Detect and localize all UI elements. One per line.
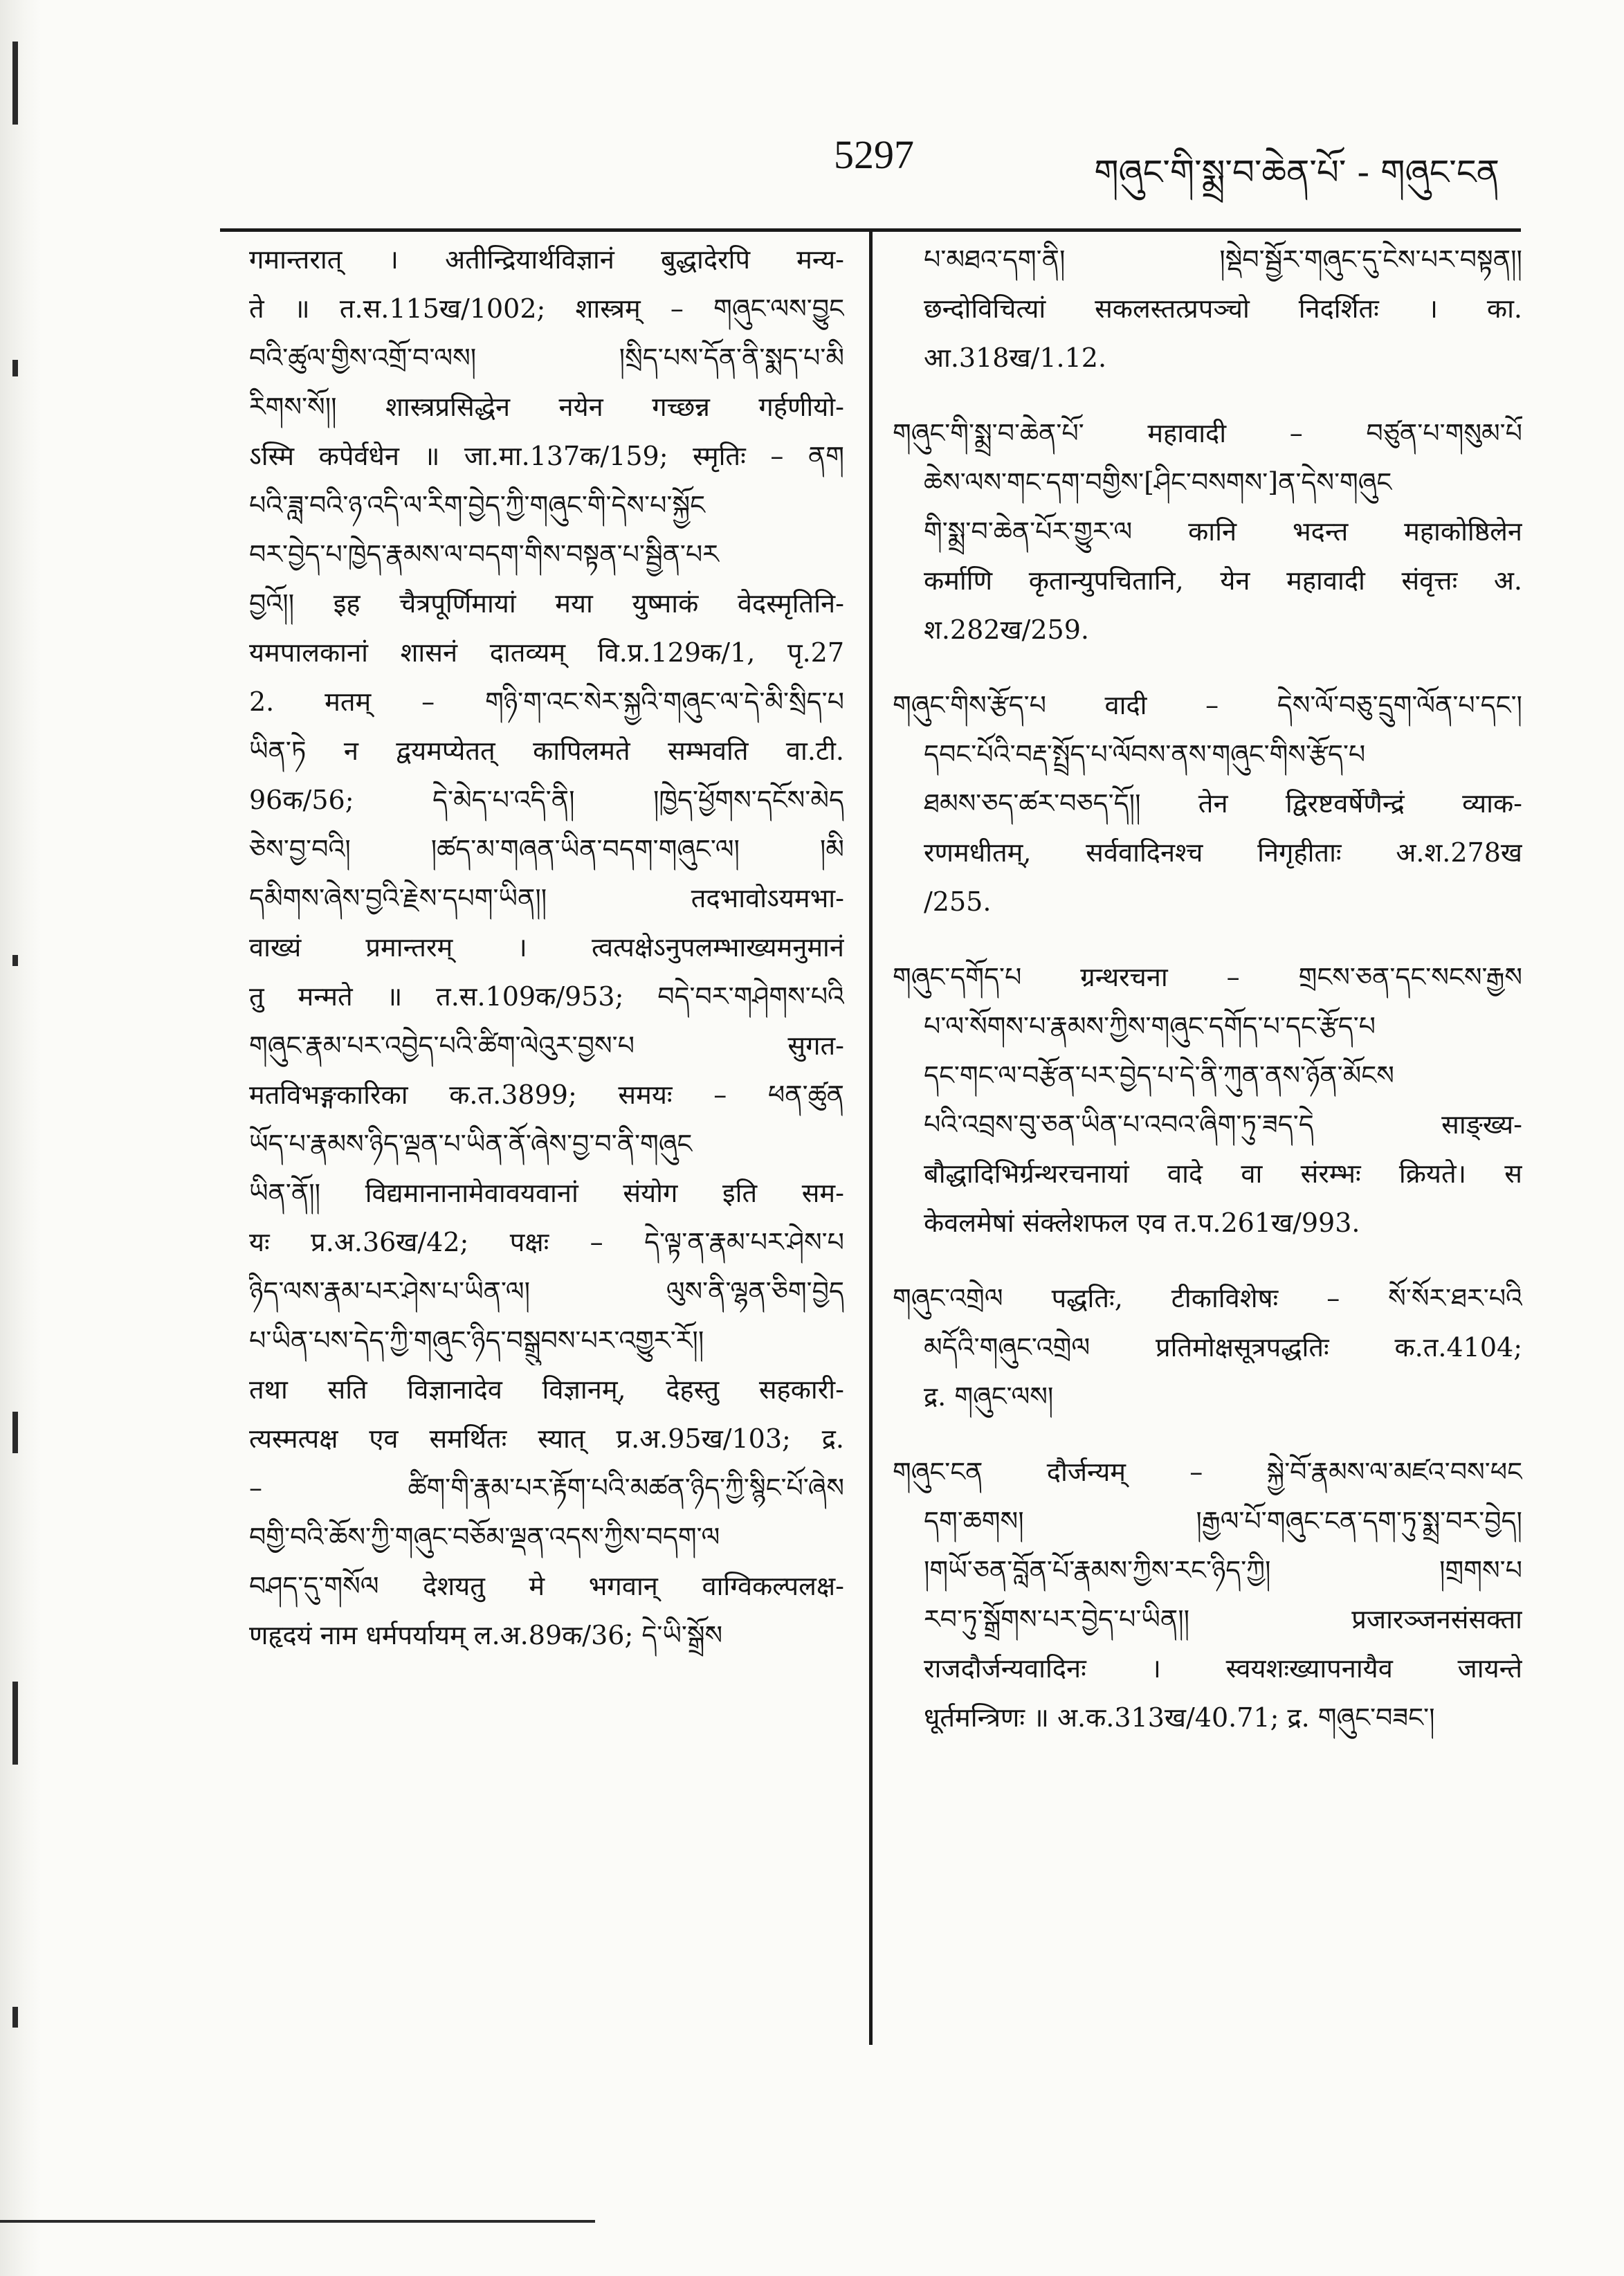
entry-spacer — [893, 927, 1522, 953]
entry-line: །གཡོ་ཅན་བློན་པོ་རྣམས་ཀྱིས་རང་ཉིད་ཀྱི། །གྲགས་པ — [924, 1555, 1522, 1585]
entry-line: धूर्तमन्त्रिणः ॥ अ.क.313ख/40.71; द्र. གཞུང་བཟང་། — [924, 1702, 1435, 1733]
text-line: 2. मतम् – གཉི་ག་འང་སེར་སྐྱའི་གཞུང་ལ་དེ་མི་སྲིད་པ — [249, 686, 844, 717]
text-line: ते ॥ त.स.115ख/1002; शास्त्रम् – གཞུང་ལས་བྱུང — [249, 293, 844, 324]
text-line: छन्दोविचित्यां सकलस्तत्प्रपञ्चो निदर्शितः । का. — [924, 293, 1522, 324]
entry-line: श.282ख/259. — [924, 614, 1089, 645]
text-line: ཉིད་ལས་རྣམ་པར་ཤེས་པ་ཡིན་ལ། ལུས་ནི་ལྷན་ཅིག་བྱེད — [249, 1276, 844, 1307]
entry-line: द्र. གཞུང་ལས། — [924, 1381, 1054, 1412]
text-line: 96क/56; དེ་མེད་པ་འདི་ནི། །ཁྱེད་ཕྱོགས་དངོས་མེད — [249, 785, 844, 815]
text-line: ཅེས་བྱ་བའི། །ཚད་མ་གཞན་ཡིན་བདག་གཞུང་ལ། །མི — [249, 834, 844, 864]
text-line: པ་ཡིན་པས་དེད་ཀྱི་གཞུང་ཉིད་བསྒྲུབས་པར་འགྱུར་རོ།། — [249, 1325, 704, 1356]
text-line: त्यस्मत्पक्ष एव समर्थितः स्यात् प्र.अ.95ख/103; द्र. — [249, 1423, 844, 1454]
text-line: मतविभङ्गकारिका क.त.3899; समयः – ཕན་ཚུན — [249, 1080, 844, 1110]
binding-mark — [12, 42, 18, 125]
text-line: ऽस्मि कपेर्वधेन ॥ जा.मा.137क/159; स्मृतिः – ནག — [249, 441, 844, 471]
entry-line: དང་གང་ལ་བརྩོན་པར་བྱེད་པ་དེ་ནི་ཀུན་ནས་ཉོན་མོངས — [924, 1060, 1394, 1091]
entry-line: དབང་པོའི་བརྡ་སྤྲོད་པ་ལོབས་ནས་གཞུང་གིས་རྩོད་པ — [924, 739, 1366, 770]
entry-headword-line: གཞུང་དགོད་པ ग्रन्थरचना – གྲངས་ཅན་དང་སངས་རྒྱས — [893, 962, 1522, 992]
text-line: णहृदयं नाम धर्मपर्यायम् ल.अ.89क/36; དེ་ཡི་སྒྲོས — [249, 1620, 723, 1650]
text-line: गमान्तरात् । अतीन्द्रियार्थविज्ञानं बुद्धादेरपि मन्य- — [249, 244, 844, 275]
left-column — [249, 235, 844, 1660]
bottom-rule — [0, 2220, 595, 2223]
entry-line: ཆེས་ལས་གང་དག་བགྱིས་[ཤིང་བསགས་]ན་དེས་གཞུང — [924, 467, 1392, 498]
dictionary-entry — [893, 681, 1522, 927]
text-line: तु मन्मते ॥ त.स.109क/953; བདེ་བར་གཤེགས་པའི — [249, 981, 844, 1012]
text-line: བར་བྱེད་པ་ཁྱེད་རྣམས་ལ་བདག་གིས་བསྟན་པ་སྦྱིན་པར — [249, 539, 719, 570]
text-line: यमपालकानां शासनं दातव्यम् वि.प्र.129क/1, पृ.27 — [249, 637, 844, 668]
entry-line: कर्माणि कृतान्युपचितानि, येन महावादी संवृत्तः अ. — [924, 565, 1522, 596]
text-line: བགྱི་བའི་ཆོས་ཀྱི་གཞུང་བཅོམ་ལྡན་འདས་ཀྱིས་བདག་ལ — [249, 1522, 720, 1552]
entry-line: रणमधीतम्, सर्ववादिनश्च निगृहीताः अ.श.278ख — [924, 837, 1522, 868]
binding-mark — [12, 2007, 18, 2028]
entry-headword-line: གཞུང་འགྲེལ पद्धतिः, टीकाविशेषः – སོ་སོར་ཐར་པའི — [893, 1283, 1522, 1313]
binding-mark — [12, 955, 18, 966]
entry-headword-line: གཞུང་གིས་རྩོད་པ वादी – དེས་ལོ་བཅུ་དྲུག་ལོན་པ་དང་། — [893, 690, 1522, 720]
entry-headword-line: གཞུང་ངན दौर्जन्यम् – སྐྱེ་བོ་རྣམས་ལ་མཛའ་བས་ཕང — [893, 1457, 1522, 1487]
running-head-word: གཞུང་གི་སྨྲ་བ་ཆེན་པོ་ - གཞུང་ངན — [1094, 152, 1499, 192]
text-line: པའི་ཟླ་བའི་ཉ་འདི་ལ་རིག་བྱེད་ཀྱི་གཞུང་གི་དེས་པ་སྐྱོང — [249, 490, 706, 520]
entry-line: མདོའི་གཞུང་འགྲེལ प्रतिमोक्षसूत्रपद्धतिः क.त.4104; — [924, 1332, 1522, 1363]
text-line: यः प्र.अ.36ख/42; पक्षः – དེ་ལྟ་ན་རྣམ་པར་ཤེས་པ — [249, 1227, 844, 1257]
text-line: བཤད་དུ་གསོལ देशयतु मे भगवान् वाग्विकल्पलक्ष- — [249, 1571, 844, 1601]
entry-line: राजदौर्जन्यवादिनः । स्वयशःख्यापनायैव जायन्ते — [924, 1653, 1522, 1684]
text-line: ཡིན་ནོ།། विद्यमानानामेवावयवानां संयोग इति सम- — [249, 1178, 844, 1208]
dictionary-entry — [893, 953, 1522, 1248]
text-line: तथा सति विज्ञानादेव विज्ञानम्, देहस्तु सहकारी- — [249, 1374, 844, 1405]
binding-mark — [12, 360, 18, 376]
entry-line: རབ་ཏུ་སྒྲོགས་པར་བྱེད་པ་ཡིན།། प्रजारञ्जनसंसक्ता — [924, 1604, 1522, 1635]
text-line: ཡོད་པ་རྣམས་ཉིད་ལྡན་པ་ཡིན་ནོ་ཞེས་བྱ་བ་ནི་གཞུང — [249, 1129, 693, 1159]
scan-edge — [0, 0, 42, 2276]
dictionary-entry — [893, 409, 1522, 655]
dictionary-entry — [893, 1448, 1522, 1742]
entry-line: केवलमेषां संक्लेशफल एव त.प.261ख/993. — [924, 1208, 1360, 1238]
running-head — [0, 131, 1624, 194]
entry-headword-line: གཞུང་གི་སྨྲ་བ་ཆེན་པོ་ महावादी – བཙུན་པ་གསུམ་པོ — [893, 418, 1522, 448]
entry-line: बौद्धादिभिर्ग्रन्थरचनायां वादे वा संरम्भः क्रियते। स — [924, 1158, 1522, 1189]
binding-mark — [12, 1412, 18, 1453]
text-line: གཞུང་རྣམ་པར་འབྱེད་པའི་ཚིག་ལེའུར་བྱས་པ सुगत- — [249, 1030, 844, 1061]
page-number: 5297 — [834, 132, 914, 177]
text-line: བྱའོ།། इह चैत्रपूर्णिमायां मया युष्माकं वेदस्मृतिनि- — [249, 588, 844, 619]
right-column — [893, 235, 1522, 1742]
binding-mark — [12, 1682, 18, 1765]
text-line: རིགས་སོ།། शास्त्रप्रसिद्धेन नयेन गच्छन्न गर्हणीयो- — [249, 392, 844, 422]
text-line: དམིགས་ཞེས་བྱའི་རྗེས་དཔག་ཡིན།། तदभावोऽयमभा- — [249, 883, 844, 913]
entry-line: /255. — [924, 886, 992, 917]
text-line: ཡིན་ཏེ न द्वयमप्येतत् कापिलमते सम्भवति वा.टी. — [249, 736, 844, 766]
entry-line: པའི་འབྲས་བུ་ཅན་ཡིན་པ་འབའ་ཞིག་ཏུ་ཟད་དེ साङ्ख्य- — [924, 1109, 1522, 1140]
entry-line: ཐམས་ཅད་ཚར་བཅད་དོ།། तेन द्विरष्टवर्षेणैन्द्रं व्याक- — [924, 788, 1522, 819]
entry-spacer — [893, 1248, 1522, 1274]
text-line: – ཚིག་གི་རྣམ་པར་རྟོག་པའི་མཚན་ཉིད་ཀྱི་སྙིང་པོ་ཞེས — [249, 1473, 844, 1503]
text-line: པ་མཐའ་དག་ནི། །སྡེབ་སྦྱོར་གཞུང་དུ་ངེས་པར་བསྟན།། — [924, 244, 1522, 275]
entry-spacer — [893, 655, 1522, 681]
entry-spacer — [893, 1421, 1522, 1448]
entry-line: པ་ལ་སོགས་པ་རྣམས་ཀྱིས་གཞུང་དགོད་པ་དང་རྩོད་པ — [924, 1011, 1376, 1041]
text-line: वाख्यं प्रमान्तरम् । त्वत्पक्षेऽनुपलम्भाख्यमनुमानं — [249, 932, 844, 963]
entry-line: དག་ཆགས། །རྒྱལ་པོ་གཞུང་ངན་དག་ཏུ་སྨྲ་བར་བྱེད། — [924, 1506, 1522, 1536]
text-line: བའི་ཚུལ་གྱིས་འགྲོ་བ་ལས། །སྲིད་པས་དོན་ནི་སྨད་པ་མི — [249, 343, 844, 373]
text-line: आ.318ख/1.12. — [924, 343, 1107, 373]
entry-line: གི་སྨྲ་བ་ཆེན་པོར་གྱུར་ལ कानि भदन्त महाकोष्ठिलेन — [924, 516, 1522, 547]
entry-spacer — [893, 383, 1522, 409]
column-divider — [869, 232, 873, 2045]
dictionary-entry — [893, 1274, 1522, 1421]
